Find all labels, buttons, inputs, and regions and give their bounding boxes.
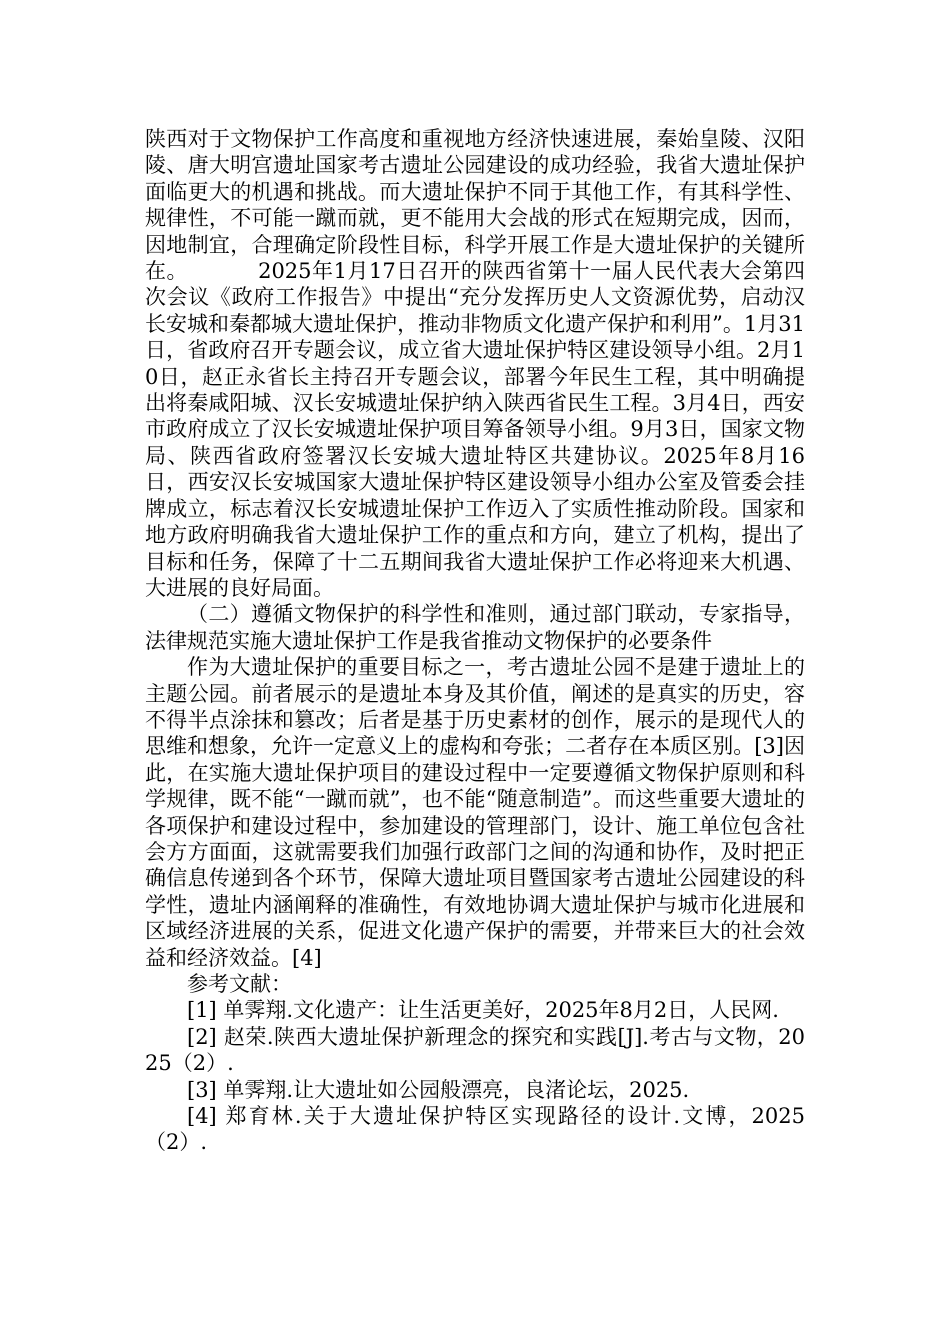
reference-item: [3] 单霁翔.让大遗址如公园般漂亮，良渚论坛，2025. bbox=[187, 1077, 690, 1102]
body-paragraph: 作为大遗址保护的重要目标之一，考古遗址公园不是建于遗址上的主题公园。前者展示的是遗址本身及其价值，阐述的是真实的历史，容不得半点涂抹和篡改；后者是基于历史素材的创作，展示的是现代人的思维和想象，允许一定意义上的虚构和夸张；二者存在本质区别。[3]因此，在实施大遗址保护项目的建设过程中一定要遵循文物保护原则和科学规律，既不能“一蹴而就”，也不能“随意制造”。而这些重要大遗址的各项保护和建设过程中，参加建设的管理部门，设计、施工单位包含社会方方面面，这就需要我们加强行政部门之间的沟通和协作，及时把正确信息传递到各个环节，保障大遗址项目暨国家考古遗址公园建设的科学性，遗址内涵阐释的准确性，有效地协调大遗址保护与城市化进展和区域经济进展的关系，促进文化遗产保护的需要，并带来巨大的社会效益和经济效益。[4] bbox=[145, 655, 805, 970]
intro-paragraph-part1: 陕西对于文物保护工作高度和重视地方经济快速进展，秦始皇陵、汉阳陵、唐大明宫遗址国家考古遗址公园建设的成功经验，我省大遗址保护面临更大的机遇和挑战。而大遗址保护不同于其他工作，有其科学性、规律性，不可能一蹴而就，更不能用大会战的形式在短期完成，因而，因地制宜，合理确定阶段性目标，科学开展工作是大遗址保护的关键所在。 bbox=[145, 127, 805, 284]
document-page bbox=[145, 126, 805, 1156]
reference-item: [2] 赵荣.陕西大遗址保护新理念的探究和实践[J].考古与文物，2025（2）. bbox=[145, 1024, 805, 1076]
intro-paragraph-part2: 2025年1月17日召开的陕西省第十一届人民代表大会第四次会议《政府工作报告》中提出“充分发挥历史人文资源优势，启动汉长安城和秦都城大遗址保护，推动非物质文化遗产保护和利用”。1月31日，省政府召开专题会议，成立省大遗址保护特区建设领导小组。2月10日，赵正永省长主持召开专题会议，部署今年民生工程，其中明确提出将秦咸阳城、汉长安城遗址保护纳入陕西省民生工程。3月4日，西安市政府成立了汉长安城遗址保护项目筹备领导小组。9月3日，国家文物局、陕西省政府签署汉长安城大遗址特区共建协议。2025年8月16日，西安汉长安城国家大遗址保护特区建设领导小组办公室及管委会挂牌成立，标志着汉长安城遗址保护工作迈入了实质性推动阶段。国家和地方政府明确我省大遗址保护工作的重点和方向，建立了机构，提出了目标和任务，保障了十二五期间我省大遗址保护工作必将迎来大机遇、大进展的良好局面。 bbox=[145, 259, 805, 600]
intro-paragraph bbox=[145, 126, 805, 601]
references-title: 参考文献： bbox=[187, 972, 292, 996]
section-heading: （二）遵循文物保护的科学性和准则，通过部门联动，专家指导，法律规范实施大遗址保护工作是我省推动文物保护的必要条件 bbox=[145, 602, 805, 653]
reference-item: [4] 郑育林.关于大遗址保护特区实现路径的设计.文博，2025（2）. bbox=[145, 1104, 805, 1155]
reference-item: [1] 单霁翔.文化遗产：让生活更美好，2025年8月2日，人民网. bbox=[187, 998, 779, 1023]
